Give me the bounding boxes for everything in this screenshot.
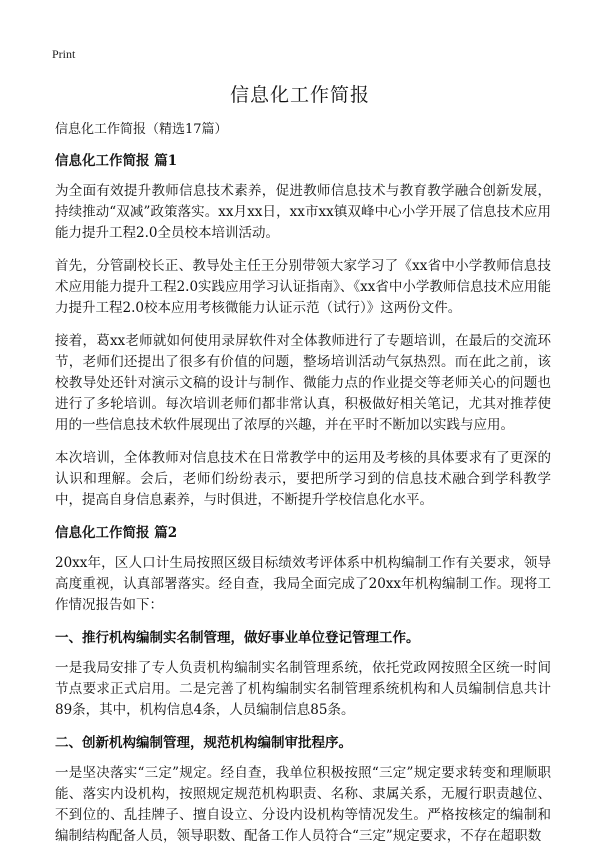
section-4: [55, 733, 551, 847]
document-title: 信息化工作简报: [229, 84, 370, 106]
paragraph: 接着，葛xx老师就如何使用录屏软件对全体教师进行了专题培训，在最后的交流环节，老师们还提出了很多有价值的问题，整场培训活动气氛热烈。而在此之前，该校教导处还针对演示文稿的设计与制作、微能力点的作业提交等老师关心的问题也进行了多轮培训。每次培训老师们都非常认真，积极做好相关笔记，尤其对推荐使用的一些信息技术软件展现出了浓厚的兴趣，并在平时不断加以实践与应用。: [55, 333, 551, 433]
paragraph: 本次培训，全体教师对信息技术在日常教学中的运用及考核的具体要求有了更深的认识和理解。会后，老师们纷纷表示，要把所学习到的信息技术融合到学科教学中，提高自身信息素养，与时俱进，不断提升学校信息化水平。: [55, 450, 551, 508]
document-body: [55, 120, 551, 859]
section-3: [55, 628, 551, 721]
section-heading: 信息化工作简报 篇2: [55, 525, 178, 541]
section-1: [55, 151, 551, 511]
document-subtitle: 信息化工作简报（精选17篇）: [55, 122, 228, 137]
paragraph: 为全面有效提升教师信息技术素养，促进教师信息技术与教育教学融合创新发展，持续推动“双减”政策落实。xx月xx日，xx市xx镇双峰中心小学开展了信息技术应用能力提升工程2.0全员校本培训活动。: [55, 183, 551, 241]
paragraph: 20xx年，区人口计生局按照区级目标绩效考评体系中机构编制工作有关要求，领导高度重视，认真部署落实。经自查，我局全面完成了20xx年机构编制工作。现将工作情况报告如下：: [55, 555, 551, 613]
section-2: [55, 523, 551, 616]
section-heading: 信息化工作简报 篇1: [55, 153, 178, 169]
section-heading: 一、推行机构编制实名制管理，做好事业单位登记管理工作。: [55, 630, 420, 646]
section-heading: 二、创新机构编制管理，规范机构编制审批程序。: [55, 735, 352, 751]
paragraph: 首先，分管副校长正、教导处主任王分别带领大家学习了《xx省中小学教师信息技术应用能力提升工程2.0实践应用学习认证指南》、《xx省中小学教师信息技术应用能力提升工程2.0校本应用考核微能力认证示范（试行）》这两份文件。: [55, 258, 551, 316]
paragraph: 一是坚决落实“三定”规定。经自查，我单位积极按照“三定”规定要求转变和理顺职能、落实内设机构，按照规定规范机构职责、名称、隶属关系，无履行职责越位、不到位的、乱挂牌子、擅自设立、分设内设机构等情况发生。严格按核定的编制和编制结构配备人员，领导职数、配备工作人员符合“三定”规定要求，不存在超职数: [55, 765, 551, 844]
paragraph: 一是我局安排了专人负责机构编制实名制管理系统，依托党政网按照全区统一时间节点要求正式启用。二是完善了机构编制实名制管理系统机构和人员编制信息共计89条，其中，机构信息4条，人员编制信息85条。: [55, 660, 551, 718]
print-link[interactable]: Print: [52, 47, 76, 61]
